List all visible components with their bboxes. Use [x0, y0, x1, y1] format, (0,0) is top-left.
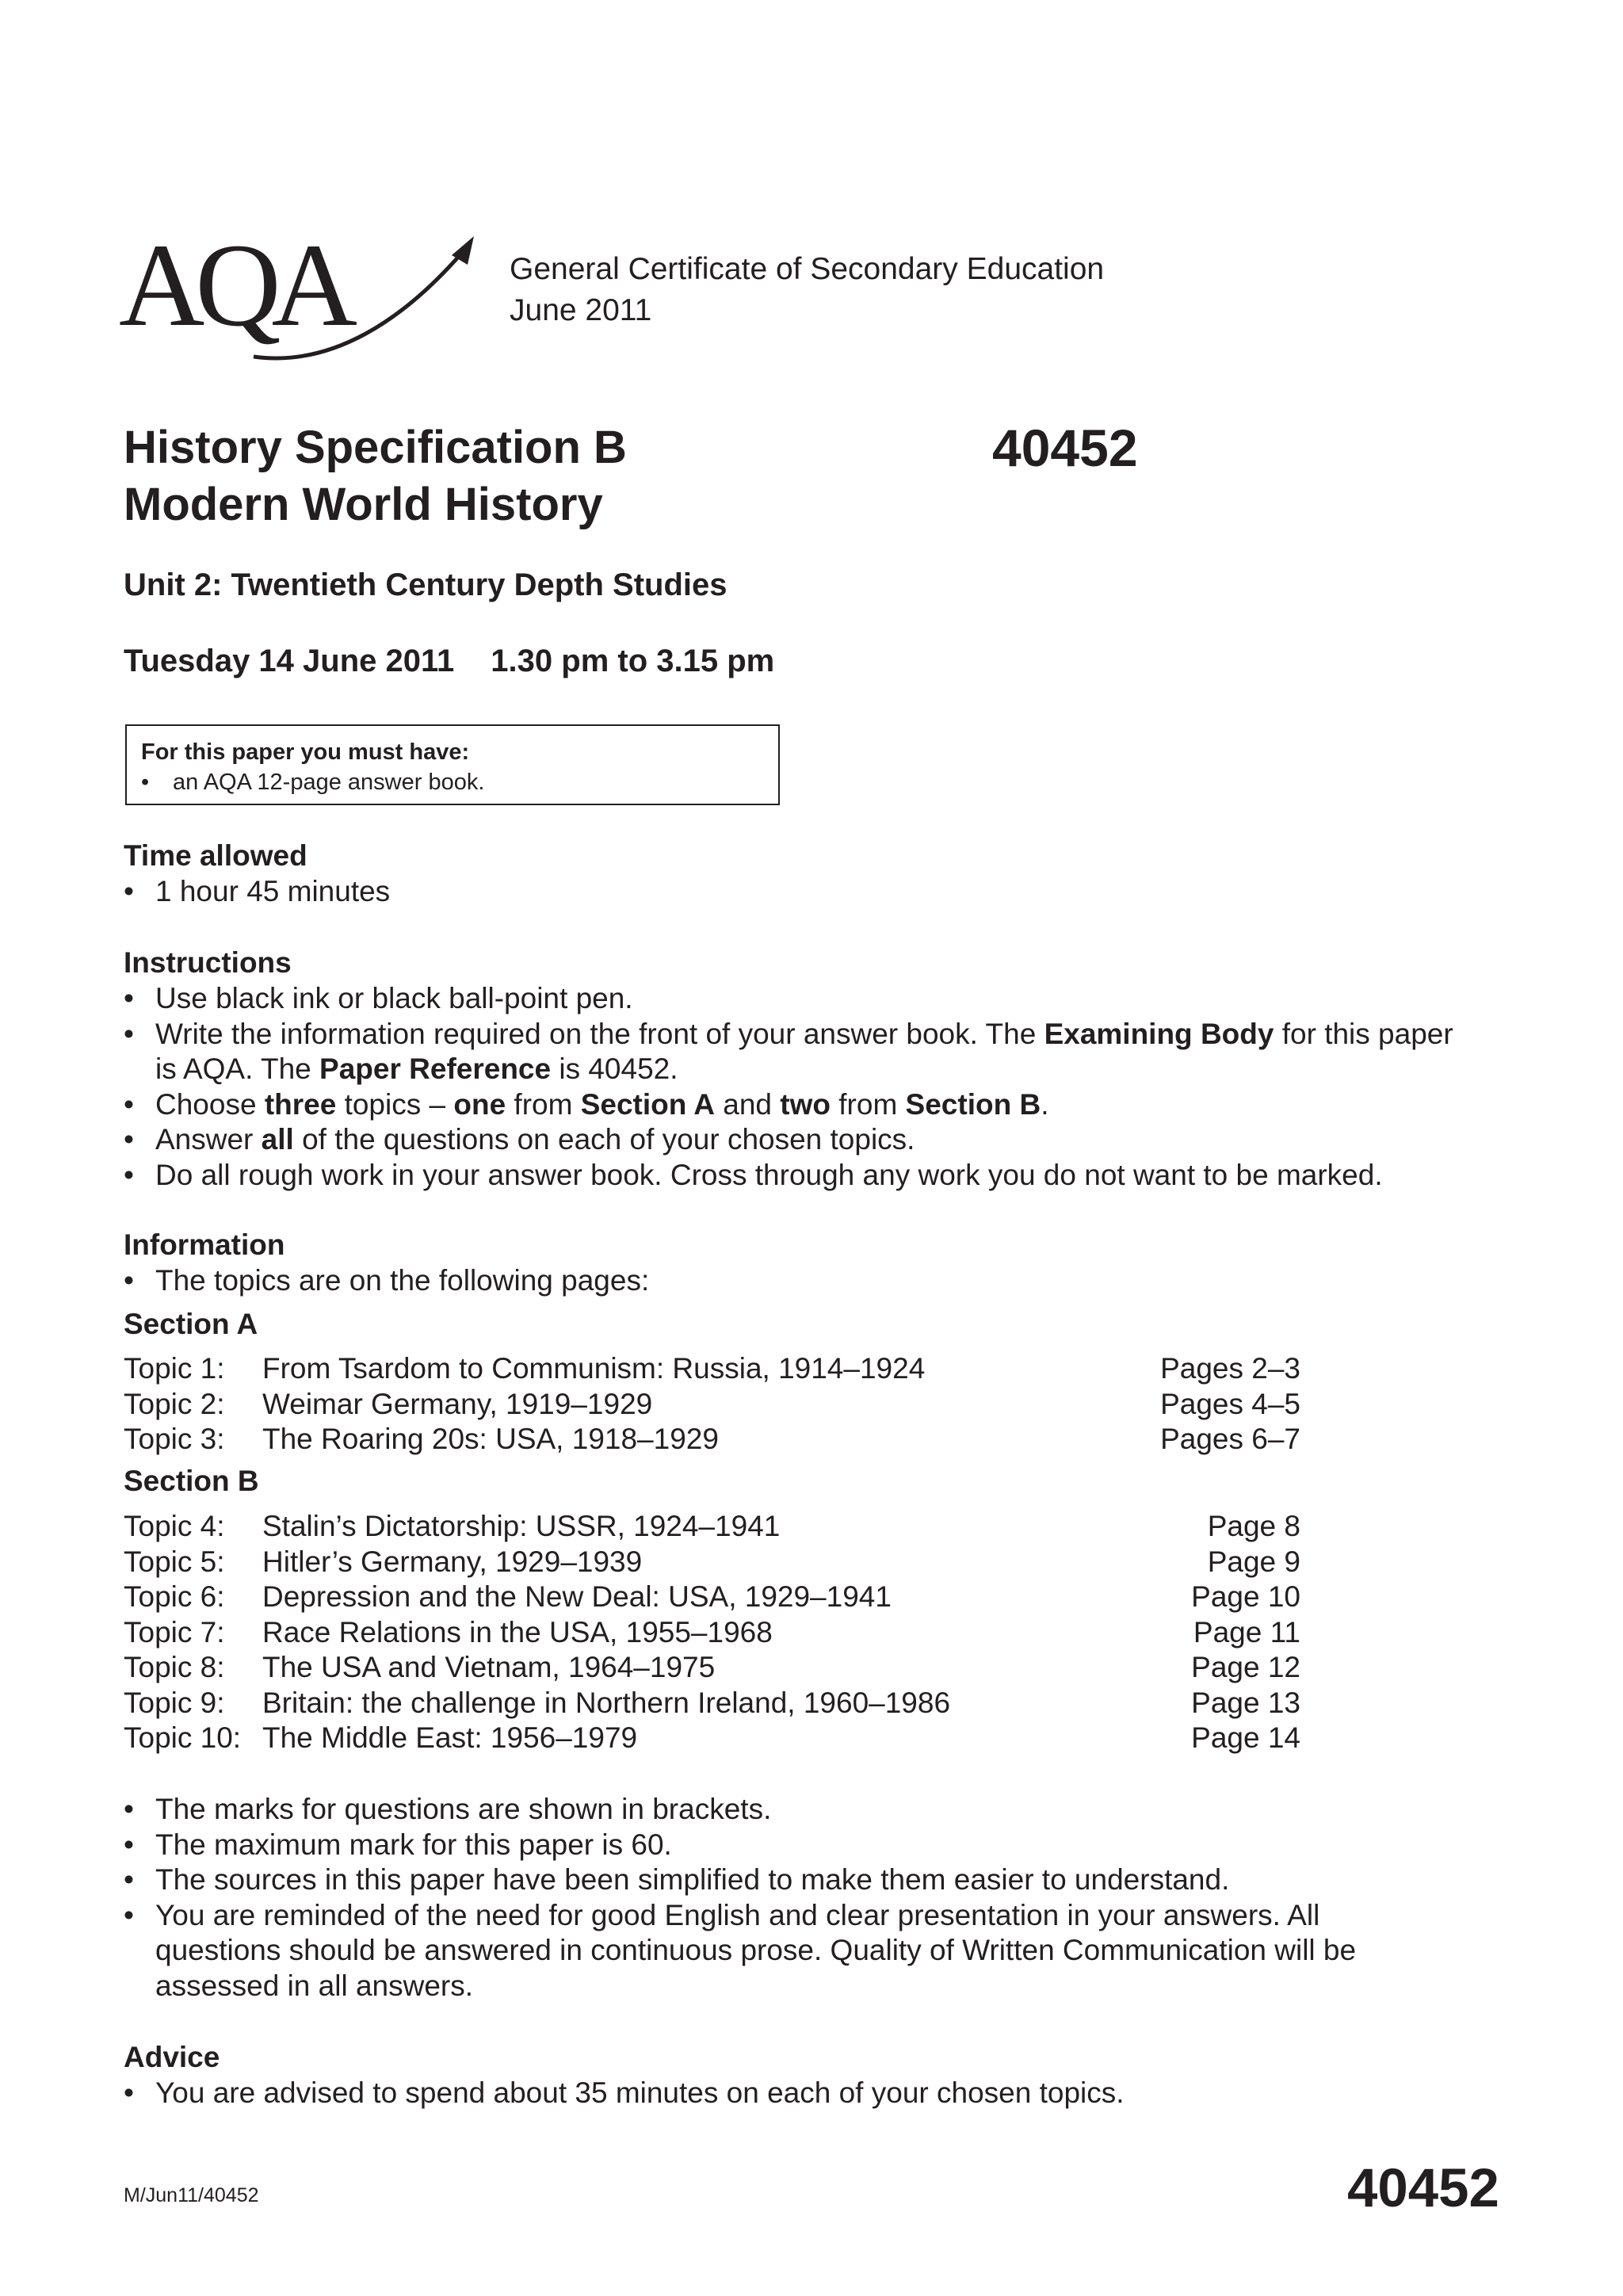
- section-b-heading: Section B: [124, 1465, 259, 1497]
- topic-row: Topic 10: The Middle East: 1956–1979 Page 14: [124, 1721, 1300, 1754]
- unit-title: Unit 2: Twentieth Century Depth Studies: [124, 567, 727, 602]
- aqa-logo-text: AQA: [119, 231, 348, 351]
- topic-row: Topic 2: Weimar Germany, 1919–1929 Pages 4–5: [124, 1387, 1300, 1420]
- topic-row: Topic 8: The USA and Vietnam, 1964–1975 Page 12: [124, 1651, 1300, 1683]
- list-item: • Answer all of the questions on each of your chosen topics.: [124, 1122, 1471, 1158]
- list-item: • Use black ink or black ball-point pen.: [124, 981, 1471, 1017]
- section-b-topics: [124, 1509, 1300, 1756]
- advice-heading: Advice: [124, 2041, 220, 2073]
- time-allowed-list: [124, 874, 390, 910]
- aqa-logo: [119, 231, 479, 370]
- topic-row: Topic 6: Depression and the New Deal: USA, 1929–1941 Page 10: [124, 1580, 1300, 1613]
- topic-row: Topic 3: The Roaring 20s: USA, 1918–1929 Pages 6–7: [124, 1423, 1300, 1455]
- paper-code: 40452: [992, 418, 1138, 477]
- bullet-icon: •: [141, 770, 150, 795]
- certificate-name: General Certificate of Secondary Education: [510, 252, 1105, 286]
- paper-title-line2: Modern World History: [124, 479, 603, 530]
- materials-box: [125, 724, 780, 805]
- exam-session: June 2011: [510, 293, 652, 327]
- section-a-topics: [124, 1351, 1300, 1457]
- materials-item: • an AQA 12-page answer book.: [141, 767, 764, 797]
- list-item: • The marks for questions are shown in brackets.: [124, 1792, 1423, 1828]
- list-item: • You are reminded of the need for good English and clear presentation in your answers. All questions should be answered in continuous prose. Quality of Written Communication will be assessed in all answers.: [124, 1898, 1423, 2004]
- materials-heading: For this paper you must have:: [141, 739, 470, 765]
- topic-row: Topic 4: Stalin’s Dictatorship: USSR, 1924–1941 Page 8: [124, 1510, 1300, 1542]
- list-item: • You are advised to spend about 35 minutes on each of your chosen topics.: [124, 2076, 1125, 2111]
- paper-title: [124, 419, 627, 533]
- paper-title-line1: History Specification B: [124, 422, 627, 473]
- topic-row: Topic 5: Hitler’s Germany, 1929–1939 Page 9: [124, 1545, 1300, 1578]
- topic-row: Topic 9: Britain: the challenge in Northern Ireland, 1960–1986 Page 13: [124, 1686, 1300, 1719]
- footer-paper-code: 40452: [1347, 2157, 1499, 2218]
- topic-row: Topic 1: From Tsardom to Communism: Russia, 1914–1924 Pages 2–3: [124, 1352, 1300, 1385]
- information-intro-list: [124, 1263, 649, 1299]
- instructions-list: [124, 981, 1471, 1193]
- exam-date: [124, 644, 774, 679]
- time-allowed-heading: Time allowed: [124, 839, 307, 872]
- list-item: • The maximum mark for this paper is 60.: [124, 1828, 1423, 1863]
- section-a-heading: Section A: [124, 1308, 258, 1340]
- exam-day: Tuesday 14 June 2011: [124, 644, 455, 678]
- list-item: • Write the information required on the front of your answer book. The Examining Body for this paper is AQA. The Paper Reference is 40452.: [124, 1017, 1471, 1087]
- list-item: • The sources in this paper have been simplified to make them easier to understand.: [124, 1862, 1423, 1898]
- list-item: • The topics are on the following pages:: [124, 1263, 649, 1299]
- advice-list: [124, 2076, 1125, 2111]
- list-item: • Choose three topics – one from Section A and two from Section B.: [124, 1087, 1471, 1123]
- instructions-heading: Instructions: [124, 946, 292, 979]
- list-item: • Do all rough work in your answer book. Cross through any work you do not want to be marked.: [124, 1158, 1471, 1194]
- list-item: • 1 hour 45 minutes: [124, 874, 390, 910]
- topic-row: Topic 7: Race Relations in the USA, 1955–1968 Page 11: [124, 1615, 1300, 1648]
- certificate-header: [510, 249, 1104, 331]
- footer-reference: M/Jun11/40452: [124, 2184, 259, 2206]
- information-heading: Information: [124, 1228, 285, 1261]
- exam-time: 1.30 pm to 3.15 pm: [491, 644, 775, 678]
- information-notes: [124, 1792, 1423, 2004]
